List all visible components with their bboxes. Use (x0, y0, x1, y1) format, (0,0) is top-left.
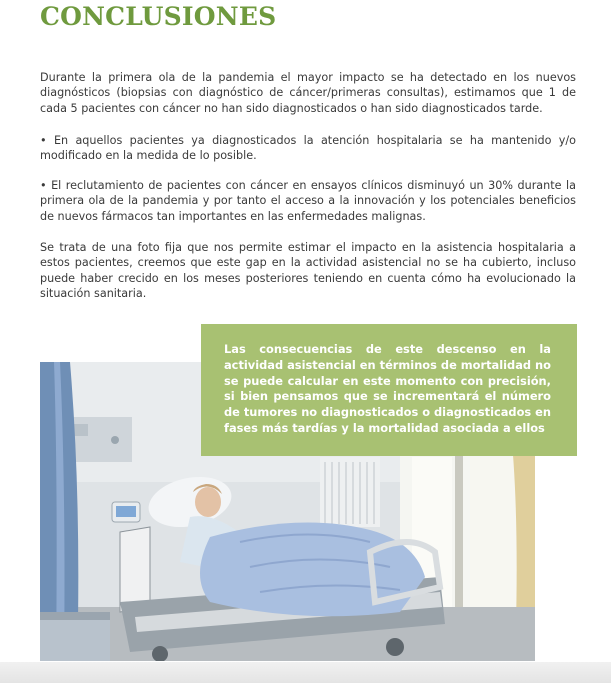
paragraph-impact: Durante la primera ola de la pandemia el mayor impacto se ha detectado en los nuevos diagnósticos (biopsias con diagnóstico de cáncer/primeras consultas), estimamos que 1 de cada 5 pacientes con cáncer no han sido diagnosticados o han sido diagnosticados tarde. (40, 71, 576, 115)
paragraph-clinical-trials: • El reclutamiento de pacientes con cáncer en ensayos clínicos disminuyó un 30% durante la primera ola de la pandemia y por tanto el acceso a la innovación y los potenciales beneficios de nuevos fármacos tan importantes en las enfermedades malignas. (40, 179, 576, 223)
highlight-callout-box (201, 324, 577, 456)
paragraph-snapshot: Se trata de una foto fija que nos permite estimar el impacto en la asistencia hospitalaria a estos pacientes, creemos que este gap en la actividad asistencial no se ha cubierto, incluso puede haber crecido en los meses posteriores teniendo en cuenta cómo ha evolucionado la situación sanitaria. (40, 241, 576, 301)
page-bottom-edge (0, 662, 611, 683)
page-title: CONCLUSIONES (40, 2, 277, 31)
callout-text: Las consecuencias de este descenso en la actividad asistencial en términos de mortalidad no se puede calcular en este momento con precisión, si bien pensamos que se incrementará el número de tumores no diagnosticados o diagnosticados en fases más tardías y la mortalidad asociada a ellos (224, 342, 551, 435)
paragraph-hospital-care: • En aquellos pacientes ya diagnosticados la atención hospitalaria se ha mantenido y/o modificado en la medida de lo posible. (40, 134, 576, 163)
